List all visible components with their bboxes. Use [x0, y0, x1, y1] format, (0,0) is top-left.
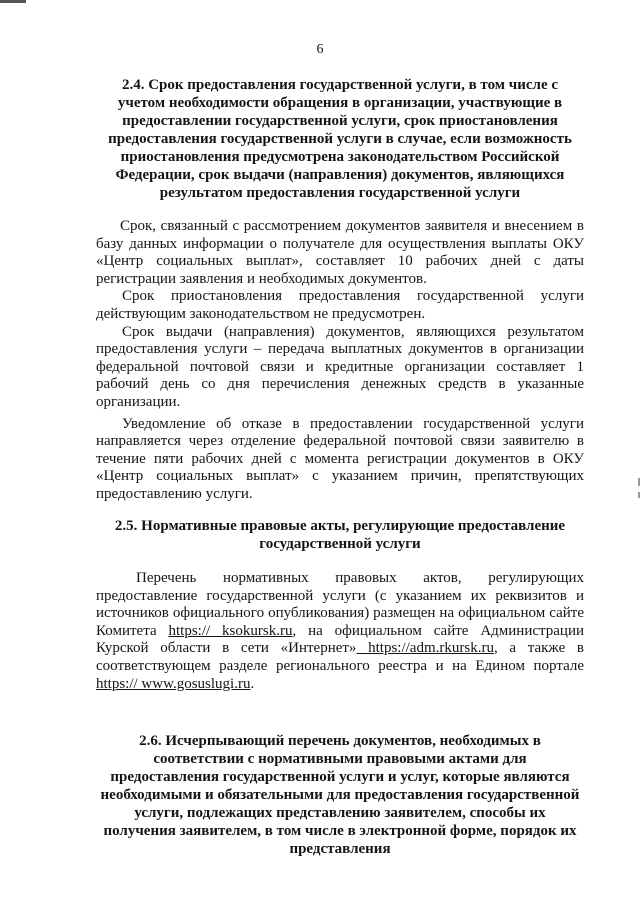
heading-line: государственной услуги: [259, 536, 421, 552]
paragraph-legal-acts: [96, 570, 584, 693]
legal-acts-text: , а также в соответствующем разделе регионального реестра и на Едином портале: [96, 640, 584, 674]
heading-line: приостановления предусмотрена законодательством Российской: [120, 149, 560, 165]
heading-line: предоставления государственной услуги и услуг, которые являются: [110, 769, 570, 785]
paragraph-suspension-term: Срок приостановления предоставления государственной услуги действующим законодательством не предусмотрен.: [96, 288, 584, 322]
heading-line: предоставления государственной услуги в случае, если возможность: [108, 131, 572, 147]
heading-line: представления: [289, 841, 391, 857]
section-2-5-body: [96, 570, 584, 693]
section-2-4-body: [96, 218, 584, 504]
link-ksokursk[interactable]: https:// ksokursk.ru: [168, 622, 293, 639]
link-gosuslugi[interactable]: https:// www.gosuslugi.ru: [96, 675, 251, 692]
section-2-5-heading: [96, 517, 584, 553]
section-2-6-heading: [96, 732, 584, 858]
heading-line: Федерации, срок выдачи (направления) документов, являющихся: [115, 167, 565, 183]
heading-line: 2.5. Нормативные правовые акты, регулирующие предоставление: [114, 518, 566, 534]
legal-acts-text: .: [250, 675, 255, 692]
paragraph-issue-term: Срок выдачи (направления) документов, являющихся результатом предоставления услуги – передача выплатных документов в организации федеральной почтовой связи и кредитные организации составляет 1 рабочий день со дня перечисления денежных средств в указанные организации.: [96, 323, 584, 410]
heading-line: учетом необходимости обращения в организации, участвующие в: [117, 95, 563, 111]
heading-line: результатом предоставления государственной услуги: [159, 185, 521, 201]
scan-corner-mark: [0, 0, 26, 3]
heading-line: предоставлении государственной услуги, срок приостановления: [122, 113, 558, 129]
link-adm-rkursk[interactable]: https://adm.rkursk.ru: [356, 640, 494, 657]
heading-line: соответствии с нормативными правовыми актами для: [153, 751, 527, 767]
legal-acts-text: , на официальном сайте Администрации Курской области в сети «Интернет»: [96, 622, 584, 657]
paragraph-processing-term: Срок, связанный с рассмотрением документов заявителя и внесением в базу данных информации о получателе для осуществления выплаты ОКУ «Центр социальных выплат», составляет 10 рабочих дней с даты регистрации заявления и необходимых документов.: [96, 218, 584, 287]
section-2-4-heading: [96, 76, 584, 202]
legal-acts-text: Перечень нормативных правовых актов, регулирующих предоставление государственной услуги (с указанием их реквизитов и источников официального опубликования) размещен на официальном сайте Комитета: [96, 570, 584, 639]
heading-line: необходимыми и обязательными для предоставления государственной: [100, 787, 580, 803]
heading-line: 2.4. Срок предоставления государственной услуги, в том числе с: [121, 77, 559, 93]
paragraph-refusal-notice: Уведомление об отказе в предоставлении государственной услуги направляется через отделение федеральной почтовой связи заявителю в течение пяти рабочих дней с момента регистрации документов в ОКУ «Центр социальных выплат» с указанием причин, препятствующих предоставлению услуги.: [96, 415, 584, 502]
heading-line: 2.6. Исчерпывающий перечень документов, необходимых в: [139, 733, 541, 749]
page-number: 6: [316, 42, 324, 57]
heading-line: получения заявителем, в том числе в электронной форме, порядок их: [103, 823, 577, 839]
heading-line: услуги, подлежащих представлению заявителем, способы их: [134, 805, 546, 821]
